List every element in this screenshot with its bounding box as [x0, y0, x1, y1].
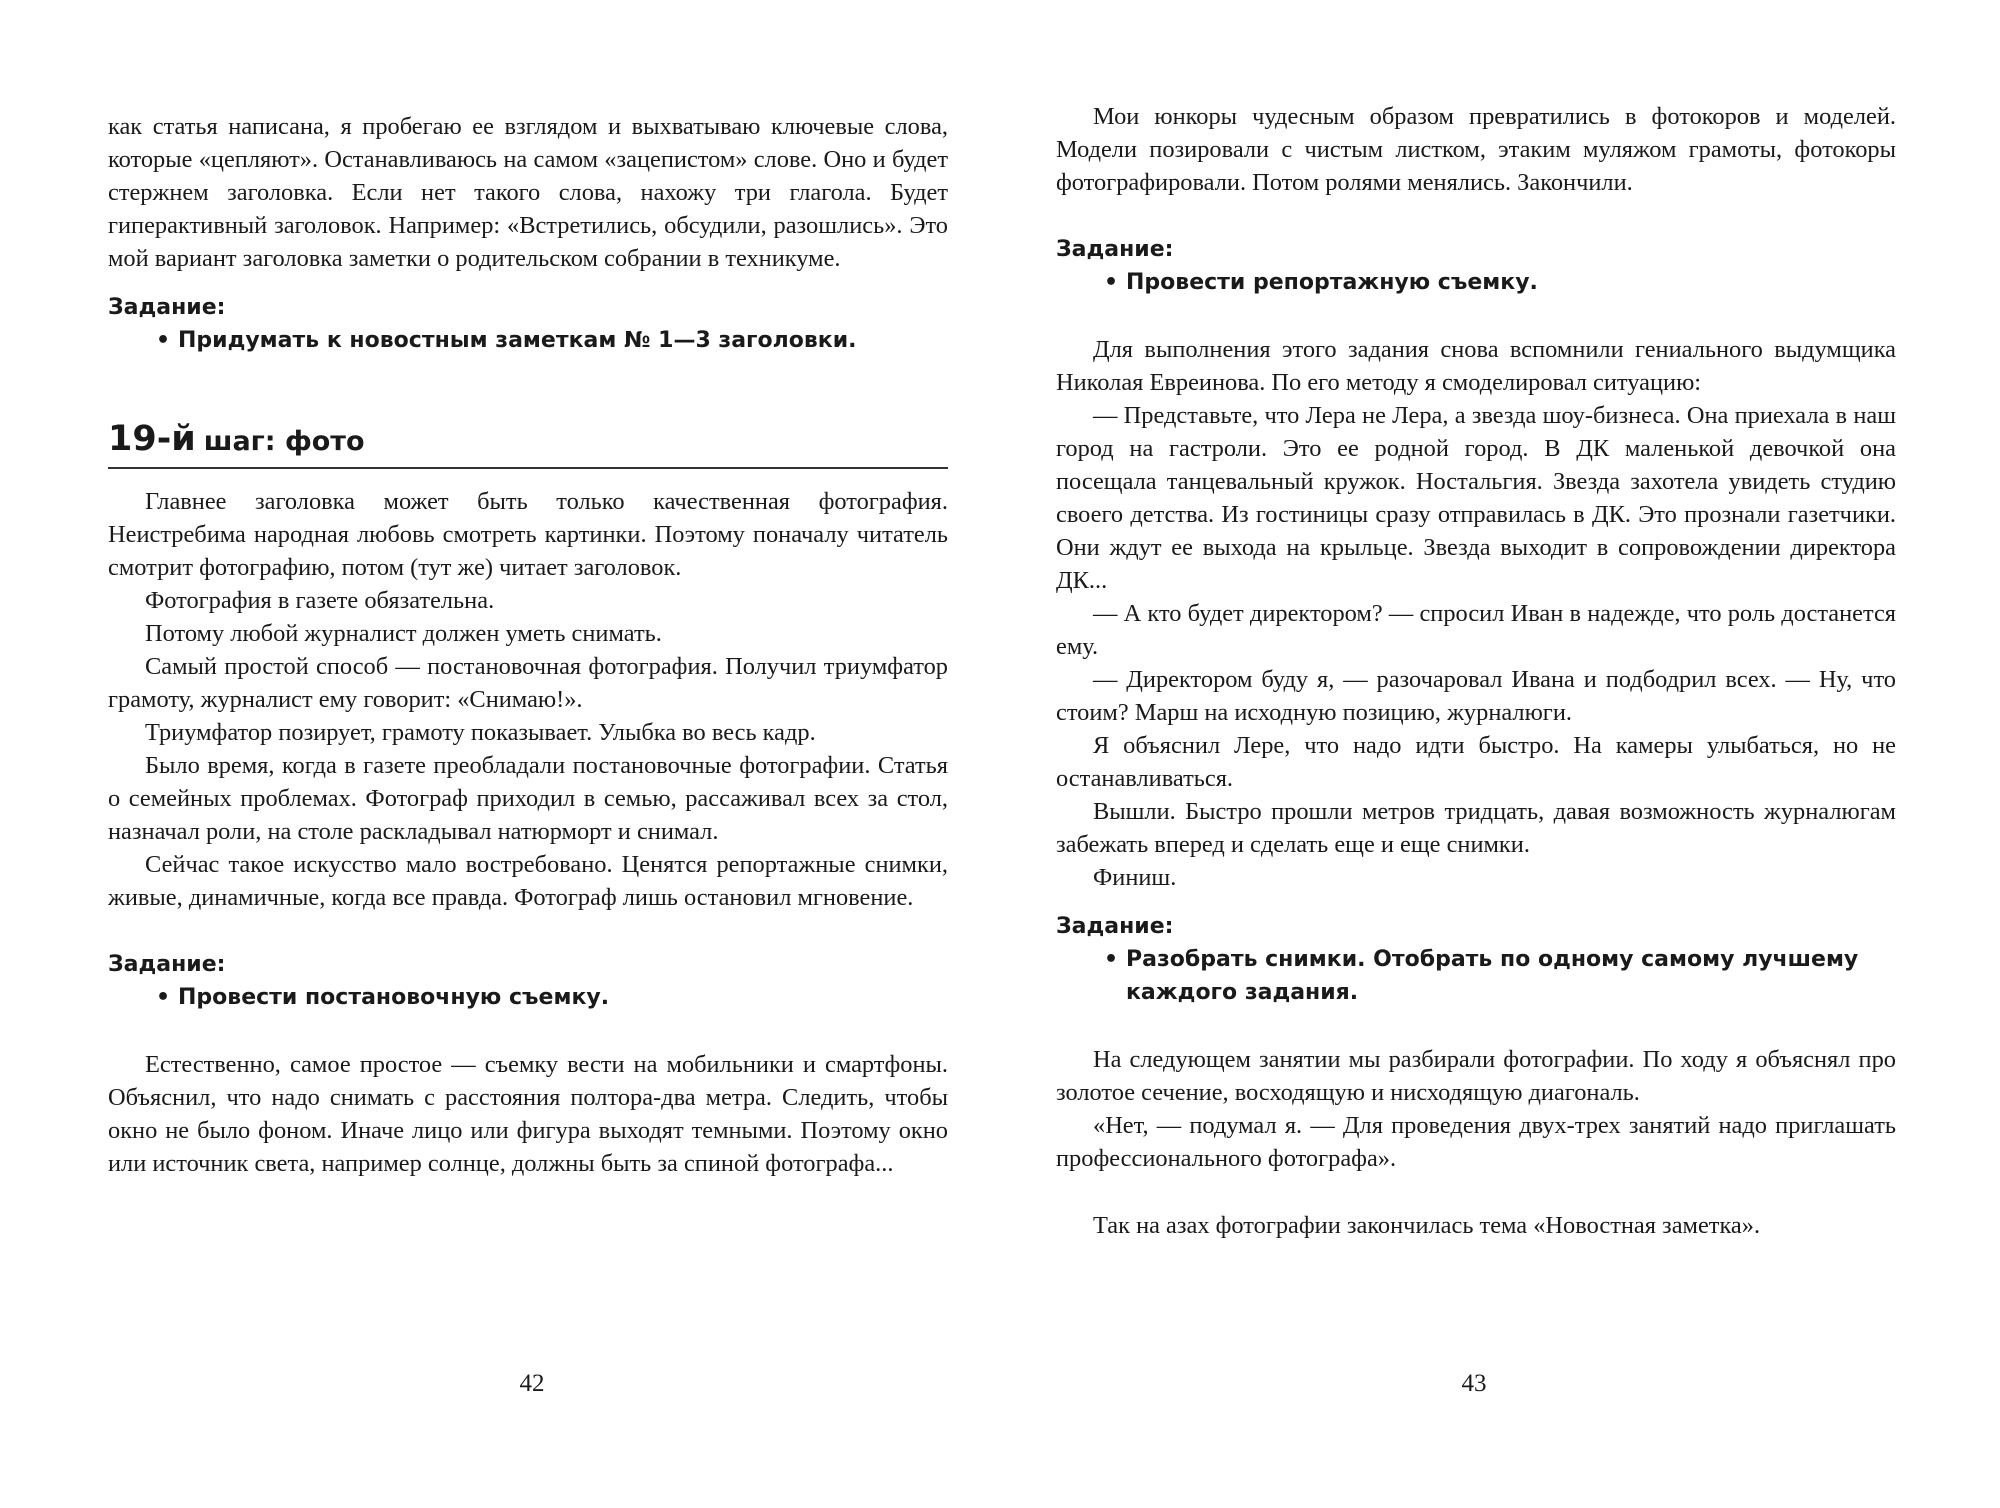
paragraph: Естественно, самое простое — съемку вести на мобильники и смартфоны. Объяснил, что надо снимать с расстояния полтора-два метра. Следить, чтобы окно не было фоном. Иначе лицо или фигура выходят темными. Поэтому окно или источник света, например солнце, должны быть за спиной фотографа... [108, 1051, 948, 1177]
task-label: Задание: [108, 952, 226, 977]
paragraph: — Представьте, что Лера не Лера, а звезда шоу-бизнеса. Она приехала в наш город на гастроли. Это ее родной город. В ДК маленькой девочкой она посещала танцевальный кружок. Ностальгия. Звезда захотела увидеть студию своего детства. Из гостиницы сразу отправилась в ДК. Это прознали газетчики. Они ждут ее выхода на крыльце. Звезда выходит в сопровождении директора ДК... [1056, 402, 1896, 594]
paragraph: Самый простой способ — постановочная фотография. Получил триумфатор грамоту, журналист ему говорит: «Снимаю!». [108, 653, 948, 713]
bullet-icon: • [1104, 270, 1119, 295]
paragraph: как статья написана, я пробегаю ее взглядом и выхватываю ключевые слова, которые «цепляют». Останавливаюсь на самом «зацепистом» слове. Оно и будет стержнем заголовка. Если нет такого слова, нахожу три глагола. Будет гиперактивный заголовок. Например: «Встретились, обсудили, разошлись». Это мой вариант заголовка заметки о родительском собрании в техникуме. [108, 113, 948, 272]
bullet-icon: • [156, 985, 171, 1010]
task-item-text: Придумать к новостным заметкам № 1—3 заголовки. [178, 328, 857, 353]
paragraph: Сейчас такое искусство мало востребовано. Ценятся репортажные снимки, живые, динамичные, когда все правда. Фотограф лишь остановил мгновение. [108, 851, 948, 911]
task-item [1104, 943, 1896, 1009]
bullet-icon: • [156, 328, 171, 353]
paragraph: Для выполнения этого задания снова вспомнили гениального выдумщика Николая Евреинова. По его методу я смоделировал ситуацию: [1056, 336, 1896, 396]
task-label: Задание: [1056, 237, 1174, 262]
task-label: Задание: [108, 295, 226, 320]
left-page-text-column [108, 110, 948, 1180]
paragraph: «Нет, — подумал я. — Для проведения двух-трех занятий надо приглашать профессионального фотографа». [1056, 1112, 1896, 1172]
paragraph: Главнее заголовка может быть только качественная фотография. Неистребима народная любовь смотреть картинки. Поэтому поначалу читатель смотрит фотографию, потом (тут же) читает заголовок. [108, 488, 948, 581]
paragraph: Триумфатор позирует, грамоту показывает. Улыбка во весь кадр. [145, 719, 816, 746]
paragraph: Так на азах фотографии закончилась тема «Новостная заметка». [1093, 1212, 1761, 1239]
task-item [156, 981, 948, 1014]
paragraph: Потому любой журналист должен уметь снимать. [145, 620, 662, 647]
page-number: 43 [1461, 1370, 1487, 1397]
task-item [1104, 266, 1896, 299]
task-item-text: Провести репортажную съемку. [1126, 270, 1538, 295]
task-item-text: Провести постановочную съемку. [178, 985, 610, 1010]
paragraph: На следующем занятии мы разбирали фотографии. По ходу я объяснял про золотое сечение, восходящую и нисходящую диагональ. [1056, 1046, 1896, 1106]
heading-number: 19-й [108, 419, 196, 459]
heading-text: шаг: фото [203, 426, 365, 457]
paragraph: Вышли. Быстро прошли метров тридцать, давая возможность журналюгам забежать вперед и сделать еще и еще снимки. [1056, 798, 1896, 858]
paragraph: — А кто будет директором? — спросил Иван в надежде, что роль достанется ему. [1056, 600, 1896, 660]
task-item-text: Разобрать снимки. Отобрать по одному самому лучшему каждого задания. [1126, 947, 1859, 1005]
section-heading [108, 415, 948, 466]
paragraph: Мои юнкоры чудесным образом превратились в фотокоров и моделей. Модели позировали с чистым листком, этаким муляжом грамоты, фотокоры фотографировали. Потом ролями менялись. Закончили. [1056, 103, 1896, 196]
task-item [156, 324, 948, 357]
task-label: Задание: [1056, 914, 1174, 939]
page-number: 42 [519, 1370, 545, 1397]
paragraph: Было время, когда в газете преобладали постановочные фотографии. Статья о семейных проблемах. Фотограф приходил в семью, рассаживал всех за стол, назначал роли, на столе раскладывал натюрморт и снимал. [108, 752, 948, 845]
right-page-text-column [1056, 100, 1896, 1242]
paragraph: — Директором буду я, — разочаровал Ивана и подбодрил всех. — Ну, что стоим? Марш на исходную позицию, журналюги. [1056, 666, 1896, 726]
paragraph: Фотография в газете обязательна. [145, 587, 495, 614]
paragraph: Финиш. [1093, 864, 1177, 891]
right-page [1000, 0, 2000, 1508]
bullet-icon: • [1104, 947, 1119, 972]
paragraph: Я объяснил Лере, что надо идти быстро. На камеры улыбаться, но не останавливаться. [1056, 732, 1896, 792]
